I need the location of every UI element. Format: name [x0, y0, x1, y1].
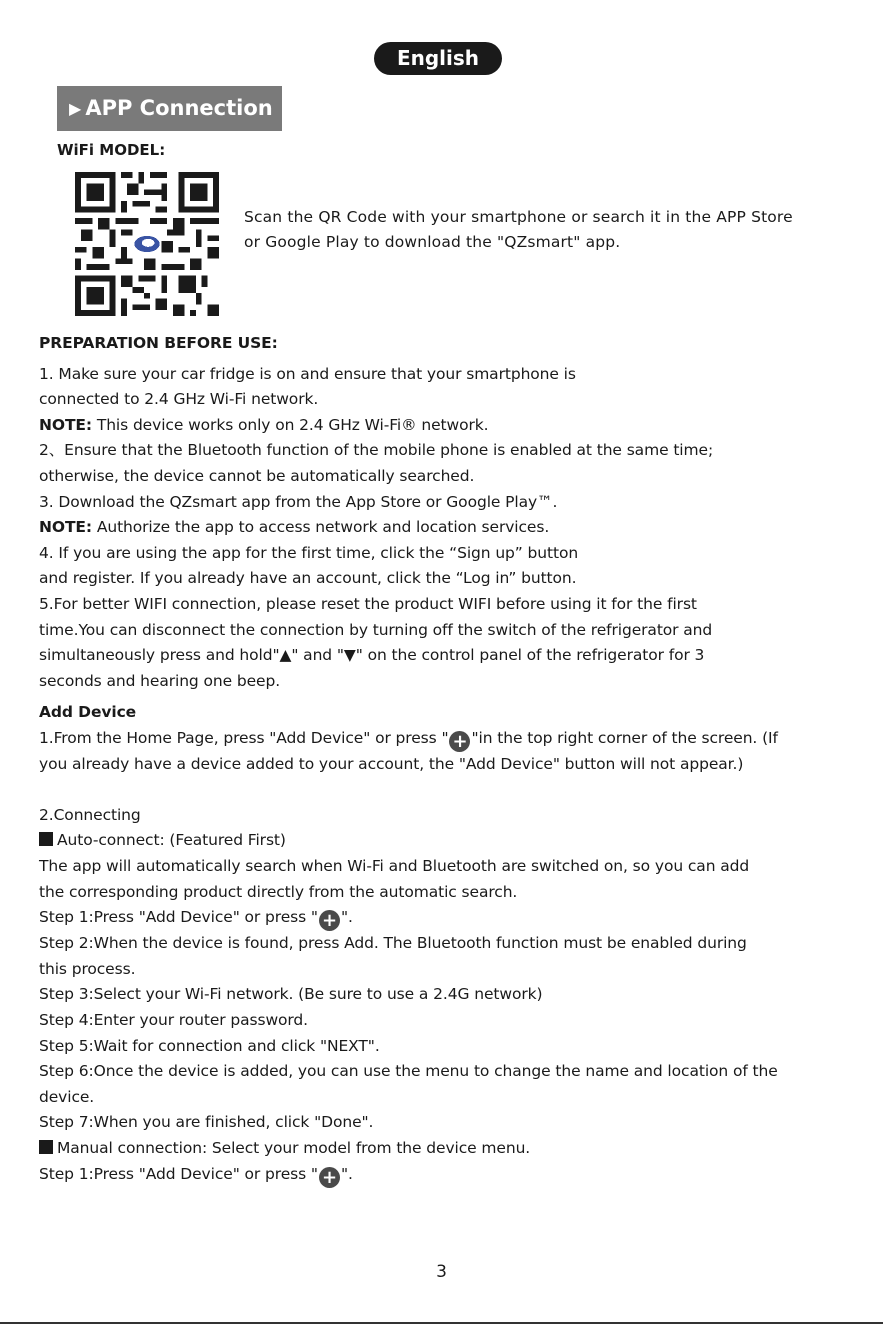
step-line: Step 2:When the device is found, press Add. The Bluetooth function must be enabled during	[39, 934, 747, 953]
text-fragment: Auto-connect: (Featured First)	[57, 831, 286, 850]
step-line: Step 6:Once the device is added, you can use the menu to change the name and location of the	[39, 1062, 778, 1081]
note-text: Authorize the app to access network and location services.	[92, 518, 550, 537]
step-line: device.	[39, 1087, 95, 1106]
add-device-line: the corresponding product directly from the automatic search.	[39, 882, 518, 901]
note-label: NOTE:	[39, 518, 93, 537]
section-title-banner	[57, 86, 282, 131]
note-line	[39, 413, 869, 439]
preparation-line: otherwise, the device cannot be automatically searched.	[39, 466, 475, 485]
preparation-heading: PREPARATION BEFORE USE:	[39, 334, 278, 352]
text-fragment: Manual connection: Select your model from the device menu.	[57, 1138, 531, 1157]
square-bullet-icon	[39, 1140, 53, 1154]
preparation-line: 5.For better WIFI connection, please reset the product WIFI before using it for the first	[39, 594, 697, 613]
text-fragment: " and "	[291, 646, 344, 665]
preparation-line: and register. If you already have an account, click the “Log in” button.	[39, 569, 577, 588]
preparation-line	[39, 643, 869, 669]
preparation-line: seconds and hearing one beep.	[39, 671, 281, 690]
text-fragment: simultaneously press and hold"	[39, 646, 280, 665]
down-triangle-icon: ▼	[343, 646, 356, 665]
scan-line: or Google Play to download the "QZsmart" app.	[244, 233, 621, 251]
step-line: Step 4:Enter your router password.	[39, 1010, 308, 1029]
preparation-line: 4. If you are using the app for the first time, click the “Sign up” button	[39, 543, 579, 562]
text-fragment: Step 1:Press "Add Device" or press "	[39, 1164, 318, 1183]
step-line	[39, 905, 869, 931]
step-line: this process.	[39, 959, 136, 978]
section-title: APP Connection	[85, 96, 273, 120]
preparation-line: 3. Download the QZsmart app from the App Store or Google Play™.	[39, 492, 558, 511]
step-line: Step 7:When you are finished, click "Done".	[39, 1113, 374, 1132]
plus-circle-icon: +	[449, 731, 470, 752]
preparation-section	[39, 331, 869, 694]
up-triangle-icon: ▲	[279, 646, 292, 665]
wifi-model-label: WiFi MODEL:	[57, 141, 166, 159]
add-device-line: The app will automatically search when Wi-Fi and Bluetooth are switched on, so you can add	[39, 856, 750, 875]
manual-connection-label	[39, 1136, 869, 1162]
preparation-line: 1. Make sure your car fridge is on and ensure that your smartphone is	[39, 364, 576, 383]
page-number: 3	[436, 1262, 447, 1282]
auto-connect-label	[39, 828, 869, 854]
preparation-line: time.You can disconnect the connection by turning off the switch of the refrigerator and	[39, 620, 713, 639]
text-fragment: ".	[340, 908, 353, 927]
add-device-section	[39, 700, 869, 1188]
add-device-line	[39, 726, 869, 752]
plus-circle-icon: +	[319, 910, 340, 931]
text-fragment: Step 1:Press "Add Device" or press "	[39, 908, 318, 927]
scan-line: Scan the QR Code with your smartphone or search it in the APP Store	[244, 208, 793, 226]
step-line: Step 5:Wait for connection and click "NEXT".	[39, 1036, 380, 1055]
text-fragment: " on the control panel of the refrigerator for 3	[355, 646, 705, 665]
step-line	[39, 1162, 869, 1188]
text-fragment: "in the top right corner of the screen. (If	[471, 728, 778, 747]
text-fragment: 1.From the Home Page, press "Add Device" or press "	[39, 728, 449, 747]
preparation-line: 2、Ensure that the Bluetooth function of the mobile phone is enabled at the same time;	[39, 441, 714, 460]
plus-circle-icon: +	[319, 1167, 340, 1188]
language-badge: English	[374, 42, 502, 75]
scan-instructions	[244, 205, 864, 255]
play-triangle-icon: ▶	[69, 99, 82, 118]
step-line: Step 3:Select your Wi-Fi network. (Be sure to use a 2.4G network)	[39, 985, 543, 1004]
add-device-line: you already have a device added to your account, the "Add Device" button will not appear.)	[39, 754, 744, 773]
square-bullet-icon	[39, 832, 53, 846]
add-device-heading: Add Device	[39, 703, 137, 721]
note-label: NOTE:	[39, 415, 93, 434]
qr-code-icon	[75, 172, 219, 316]
note-line	[39, 515, 869, 541]
connecting-heading: 2.Connecting	[39, 805, 141, 824]
text-fragment: ".	[340, 1164, 353, 1183]
preparation-line: connected to 2.4 GHz Wi-Fi network.	[39, 390, 319, 409]
note-text: This device works only on 2.4 GHz Wi-Fi® network.	[92, 415, 489, 434]
